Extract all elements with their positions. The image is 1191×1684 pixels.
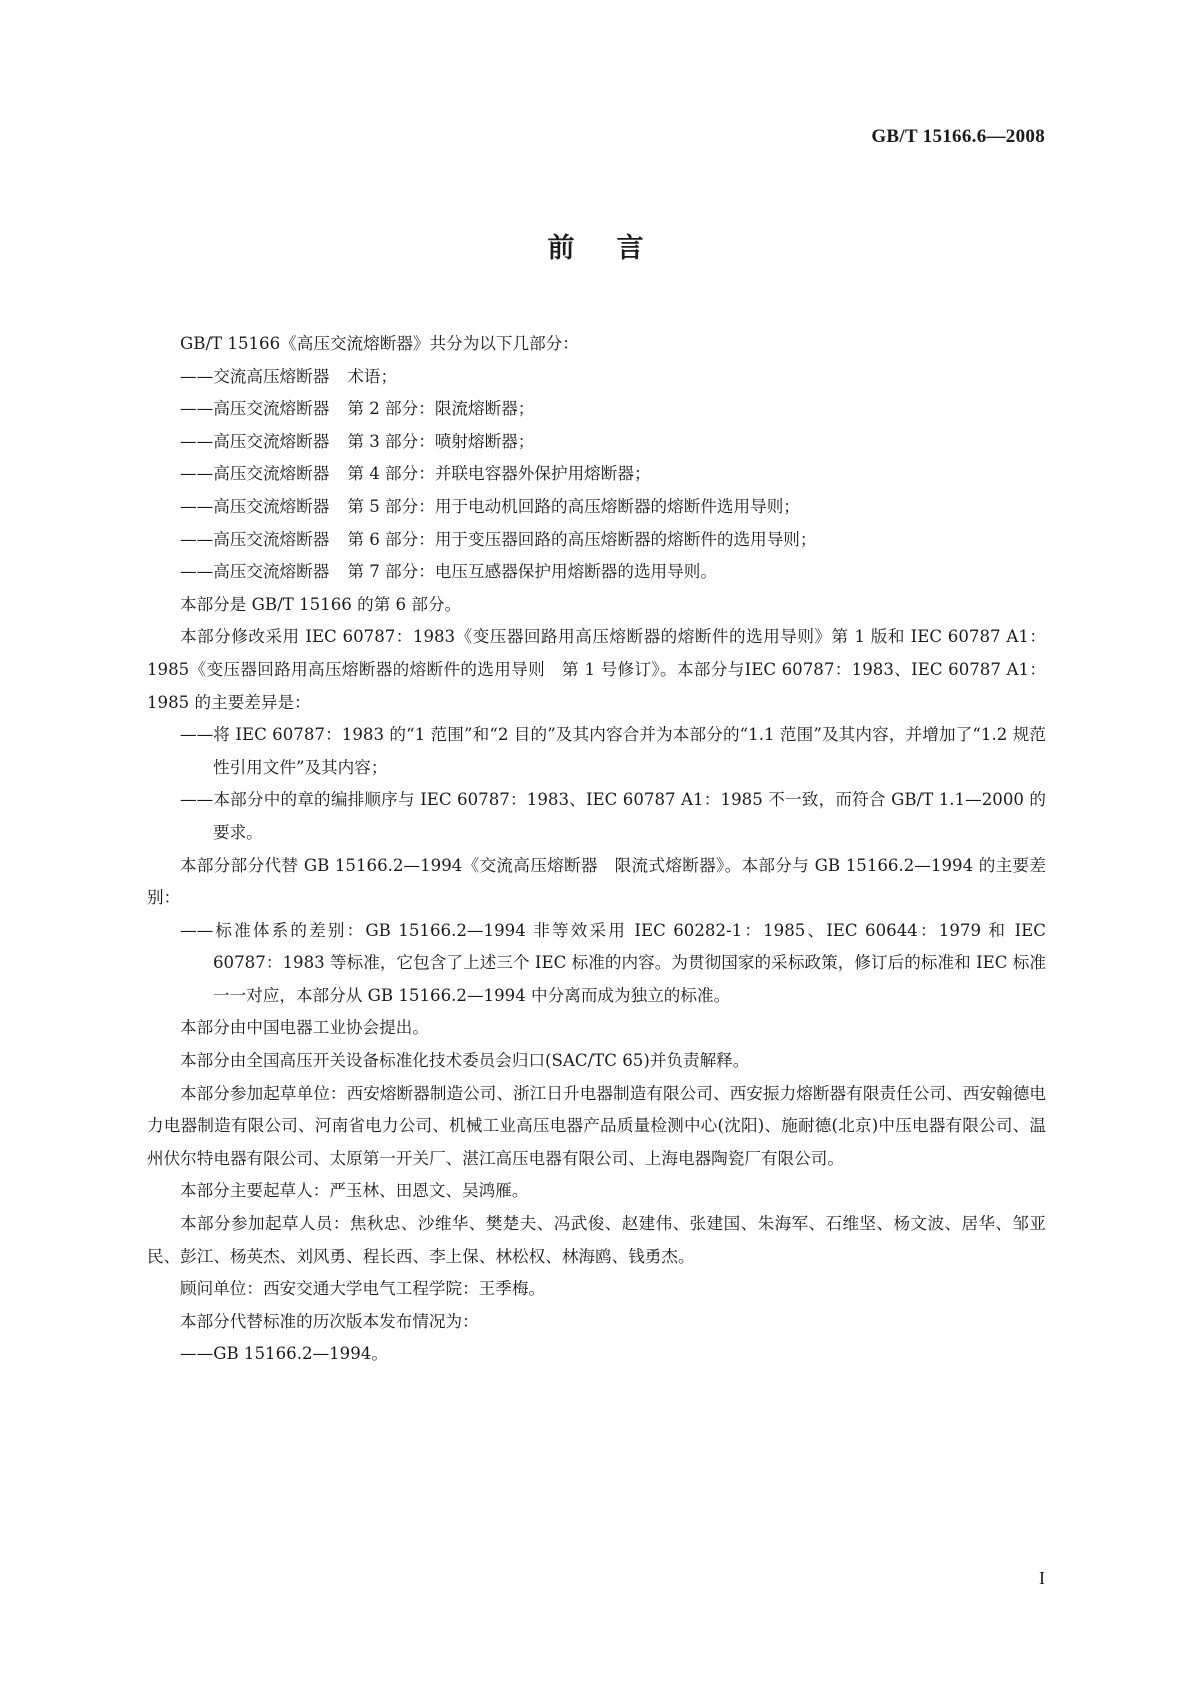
part-desc: 第 4 部分：并联电容器外保护用熔断器； <box>347 464 651 484</box>
part-item <box>147 393 1046 426</box>
gb-difference-item: ——标准体系的差别：GB 15166.2—1994 非等效采用 IEC 60282-1：1985、IEC 60644：1979 和 IEC 60787：1983 等标准，它包含了上述三个 IEC 标准的内容。为贯彻国家的采标政策，修订后的标准和 IEC 标准一一对应，本部分从 GB 15166.2—1994 中分离而成为独立的标准。 <box>180 920 1046 1005</box>
adoption-statement: 本部分修改采用 IEC 60787：1983《变压器回路用高压熔断器的熔断件的选用导则》第 1 版和 IEC 60787 A1：1985《变压器回路用高压熔断器的熔断件的选用导则 第 1 号修订》。本部分与IEC 60787：1983、IEC 60787 A1：1985 的主要差异是： <box>147 627 1046 712</box>
part-item <box>147 458 1046 491</box>
part-item <box>147 524 1046 557</box>
part-name: ——高压交流熔断器 <box>180 529 330 549</box>
replacement-statement: 本部分部分代替 GB 15166.2—1994《交流高压熔断器 限流式熔断器》。本部分与 GB 15166.2—1994 的主要差别： <box>147 855 1046 908</box>
part-name: ——高压交流熔断器 <box>180 464 330 484</box>
iec-difference-item: ——将 IEC 60787：1983 的“1 范围”和“2 目的”及其内容合并为本部分的“1.1 范围”及其内容，并增加了“1.2 规范性引用文件”及其内容； <box>180 725 1046 777</box>
part-item <box>147 556 1046 589</box>
main-drafters: 本部分主要起草人：严玉林、田恩文、吴鸿雁。 <box>180 1181 529 1201</box>
administrator: 本部分由全国高压开关设备标准化技术委员会归口(SAC/TC 65)并负责解释。 <box>180 1051 750 1071</box>
part-statement: 本部分是 GB/T 15166 的第 6 部分。 <box>180 594 462 614</box>
part-name: ——高压交流熔断器 <box>180 399 330 419</box>
page-title: 前言 <box>547 233 686 264</box>
parts-intro: GB/T 15166《高压交流熔断器》共分为以下几部分： <box>180 334 579 353</box>
part-desc: 第 7 部分：电压互感器保护用熔断器的选用导则。 <box>347 562 717 582</box>
part-desc: 第 5 部分：用于电动机回路的高压熔断器的熔断件选用导则； <box>347 496 800 516</box>
history-item: ——GB 15166.2—1994。 <box>180 1344 388 1364</box>
part-name: ——高压交流熔断器 <box>180 496 330 516</box>
part-desc: 第 3 部分：喷射熔断器； <box>347 431 535 451</box>
part-item <box>147 426 1046 459</box>
part-item <box>147 361 1046 394</box>
participating-drafters: 本部分参加起草人员：焦秋忠、沙维华、樊楚夫、冯武俊、赵建伟、张建国、朱海军、石维坚、杨文波、居华、邹亚民、彭江、杨英杰、刘风勇、程长西、李上保、林松权、林海鸥、钱勇杰。 <box>147 1214 1046 1266</box>
page-number: I <box>1039 1568 1045 1588</box>
document-body <box>147 328 1046 1371</box>
standard-number: GB/T 15166.6—2008 <box>871 126 1045 147</box>
part-desc: 术语； <box>347 366 398 386</box>
drafting-units: 本部分参加起草单位：西安熔断器制造公司、浙江日升电器制造有限公司、西安振力熔断器有限责任公司、西安翰德电力电器制造有限公司、河南省电力公司、机械工业高压电器产品质量检测中心(沈阳)、施耐德(北京)中压电器有限公司、温州伏尔特电器有限公司、太原第一开关厂、湛江高压电器有限公司、上海电器陶瓷厂有限公司。 <box>147 1083 1046 1168</box>
iec-difference-item: ——本部分中的章的编排顺序与 IEC 60787：1983、IEC 60787 A1：1985 不一致，而符合 GB/T 1.1—2000 的要求。 <box>180 790 1046 842</box>
part-name: ——交流高压熔断器 <box>180 366 330 386</box>
proposer: 本部分由中国电器工业协会提出。 <box>180 1018 429 1038</box>
part-name: ——高压交流熔断器 <box>180 431 330 451</box>
part-desc: 第 2 部分：限流熔断器； <box>347 399 535 419</box>
part-item <box>147 491 1046 524</box>
advisor: 顾问单位：西安交通大学电气工程学院：王季梅。 <box>180 1279 546 1299</box>
part-name: ——高压交流熔断器 <box>180 562 330 582</box>
history-intro: 本部分代替标准的历次版本发布情况为： <box>180 1311 479 1331</box>
part-desc: 第 6 部分：用于变压器回路的高压熔断器的熔断件的选用导则； <box>347 529 817 549</box>
